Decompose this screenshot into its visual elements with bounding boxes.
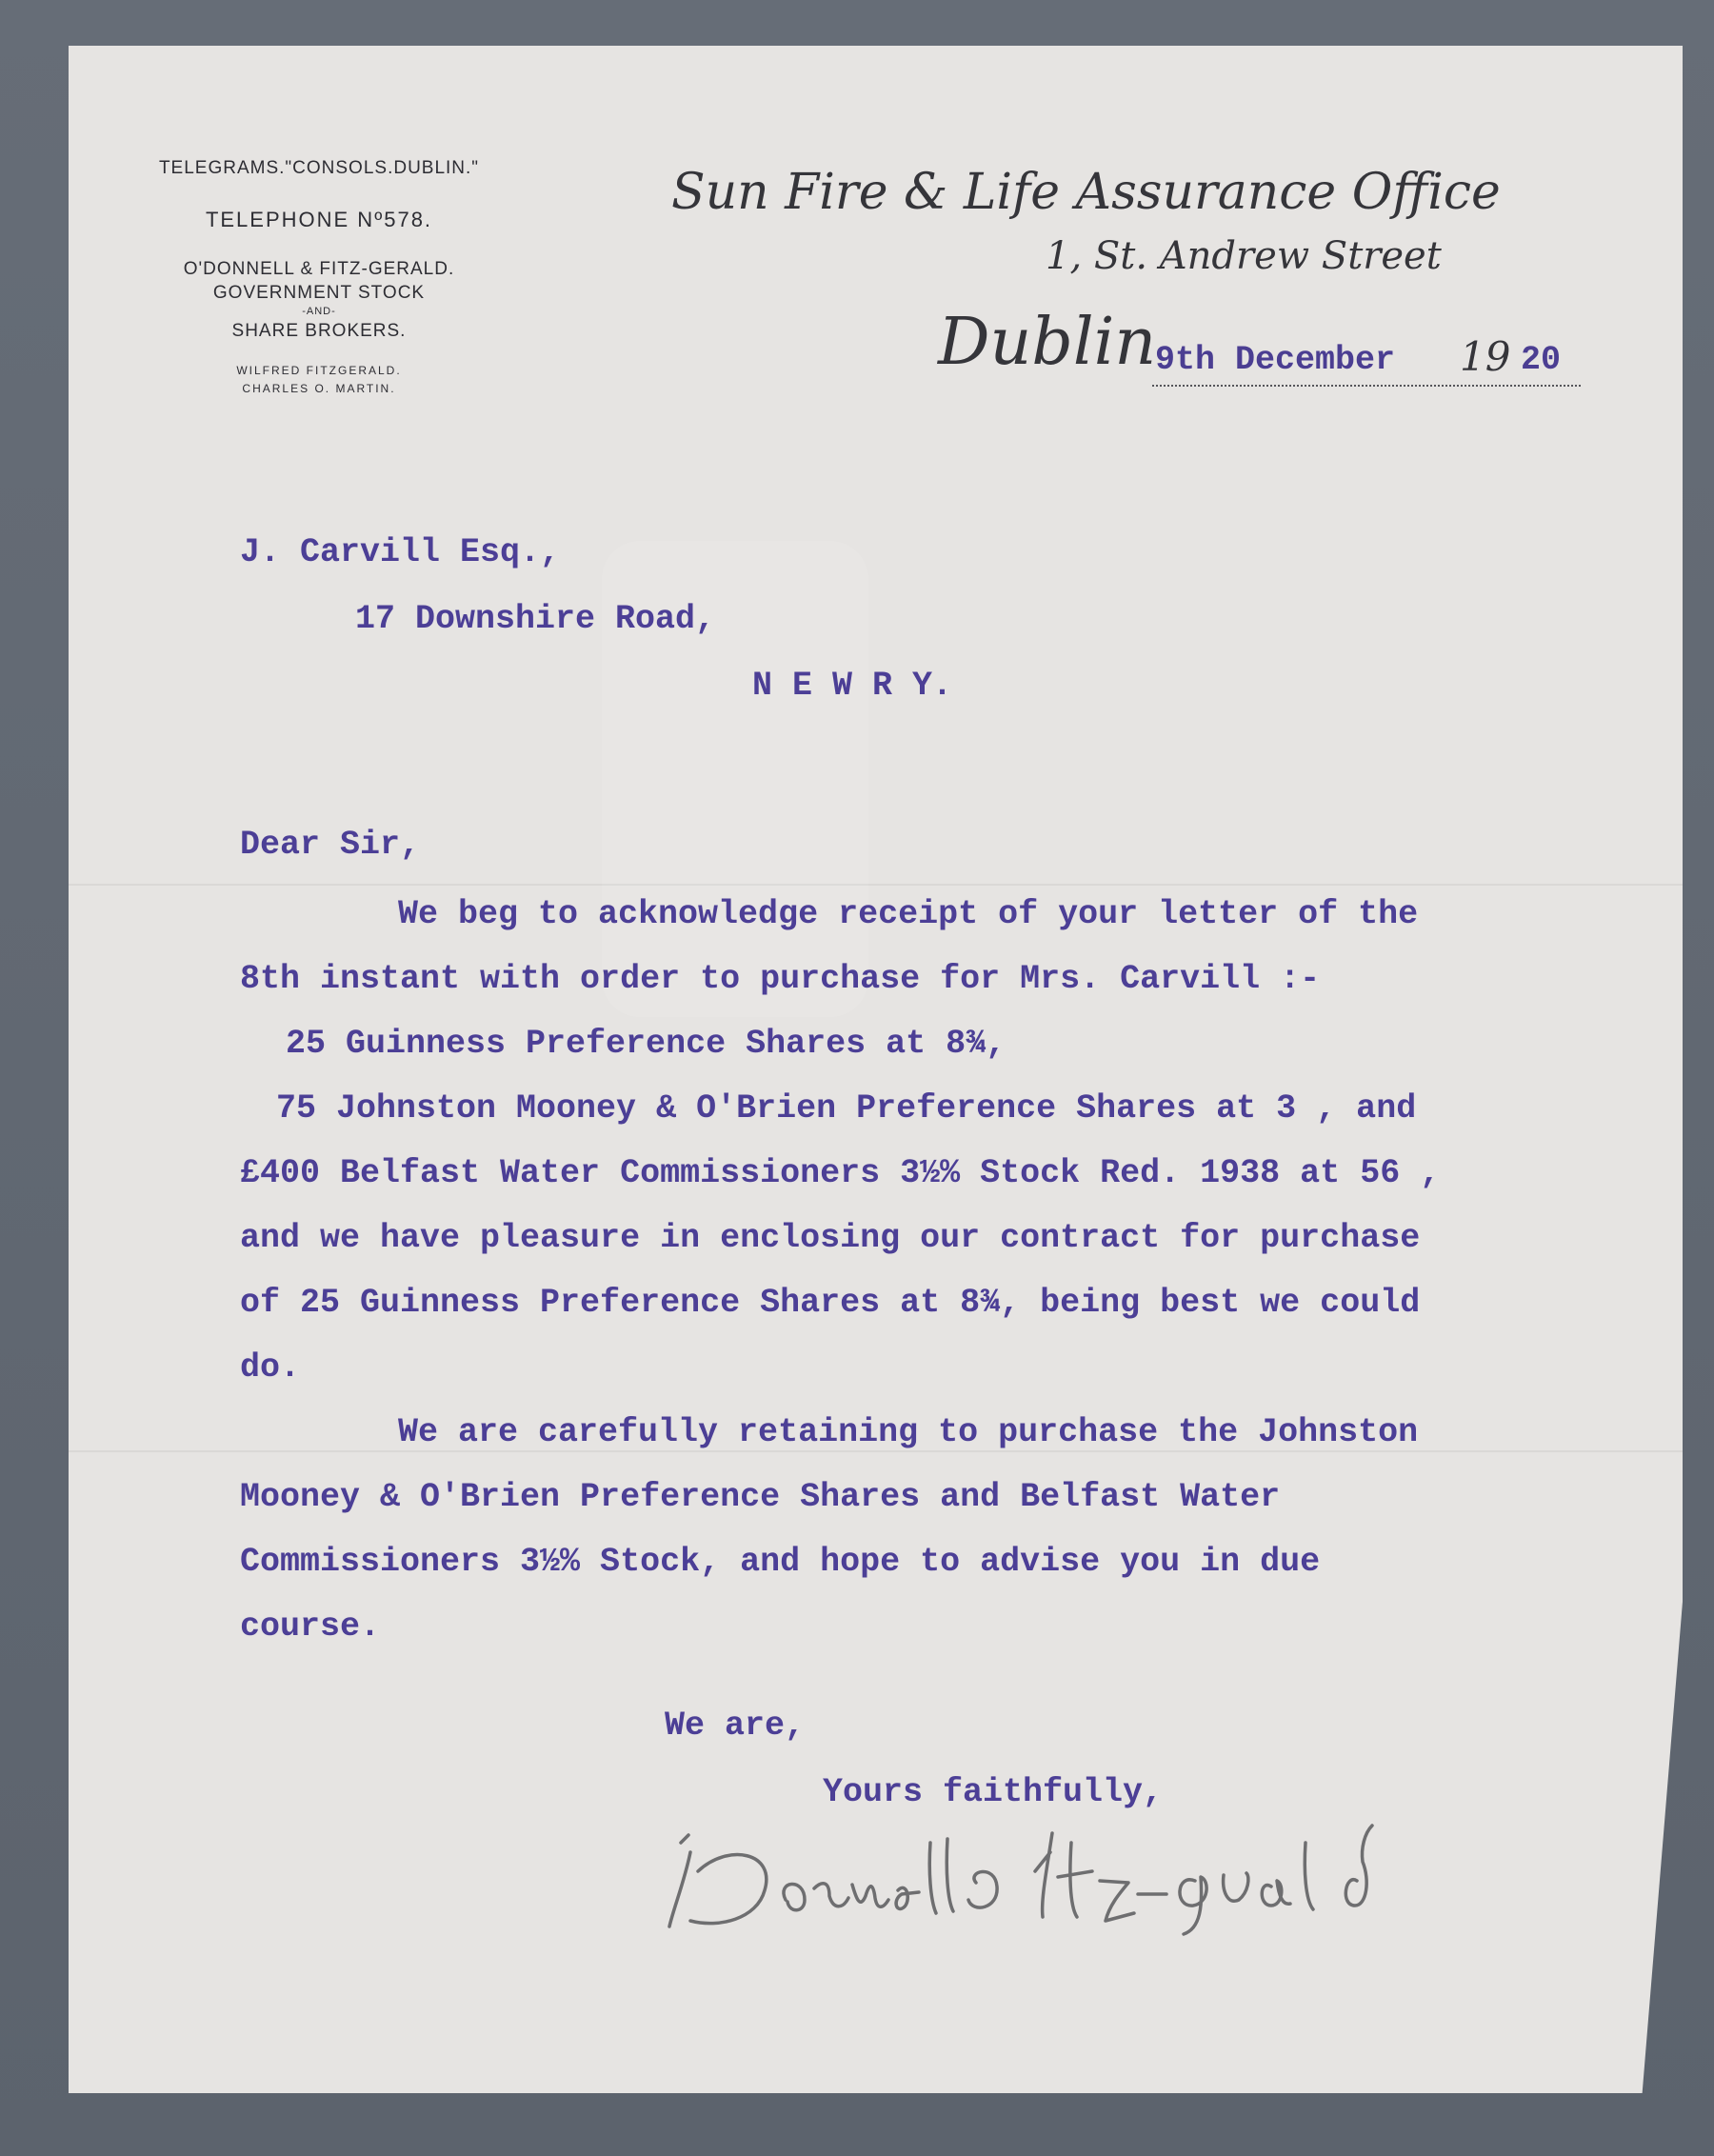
- body-line: and we have pleasure in enclosing our contract for purchase: [240, 1219, 1421, 1257]
- dateline-date: 9th December: [1155, 341, 1396, 379]
- closing-we-are: We are,: [665, 1707, 806, 1745]
- handwritten-signature: [662, 1814, 1443, 1938]
- recipient-street: 17 Downshire Road,: [355, 600, 716, 638]
- dateline-year-typed: 20: [1521, 341, 1562, 379]
- firm-name: O'DONNELL & FITZ-GERALD.: [183, 259, 455, 279]
- body-line: Commissioners 3½% Stock, and hope to advise you in due: [240, 1543, 1321, 1581]
- telegrams-line: TELEGRAMS."CONSOLS.DUBLIN.": [158, 158, 480, 178]
- closing-yours-faithfully: Yours faithfully,: [823, 1773, 1164, 1811]
- body-line: do.: [240, 1348, 301, 1387]
- body-line: 25 Guinness Preference Shares at 8¾,: [286, 1025, 1006, 1063]
- paper-fold-crease: [69, 884, 1683, 886]
- office-street: 1, St. Andrew Street: [1046, 234, 1442, 278]
- letterhead-firm-block: [143, 158, 495, 398]
- business-line-2: SHARE BROKERS.: [231, 321, 407, 341]
- business-and: -AND-: [302, 306, 336, 317]
- recipient-town: N E W R Y.: [752, 667, 953, 705]
- dateline-city: Dublin: [938, 305, 1157, 380]
- dateline-year-printed: 19: [1460, 333, 1511, 380]
- partner-1: WILFRED FITZGERALD.: [236, 364, 402, 377]
- body-line: We beg to acknowledge receipt of your letter of the: [398, 895, 1419, 933]
- body-line: course.: [240, 1607, 381, 1646]
- dateline: [938, 305, 1595, 381]
- body-line: 75 Johnston Mooney & O'Brien Preference Shares at 3 , and: [276, 1089, 1417, 1128]
- dateline-rule: [1152, 385, 1581, 387]
- body-line: £400 Belfast Water Commissioners 3½% Stock Red. 1938 at 56 ,: [240, 1154, 1441, 1192]
- body-line: We are carefully retaining to purchase the Johnston: [398, 1413, 1419, 1451]
- salutation: Dear Sir,: [240, 826, 421, 864]
- office-name: Sun Fire & Life Assurance Office: [671, 164, 1501, 221]
- body-line: of 25 Guinness Preference Shares at 8¾, being best we could: [240, 1284, 1421, 1322]
- body-line: Mooney & O'Brien Preference Shares and Belfast Water: [240, 1478, 1281, 1516]
- recipient-name: J. Carvill Esq.,: [240, 533, 561, 571]
- partner-2: CHARLES O. MARTIN.: [242, 382, 396, 395]
- business-line-1: GOVERNMENT STOCK: [212, 283, 426, 303]
- body-line: 8th instant with order to purchase for Mrs. Carvill :-: [240, 960, 1321, 998]
- telephone-line: TELEPHONE Nº578.: [205, 208, 433, 231]
